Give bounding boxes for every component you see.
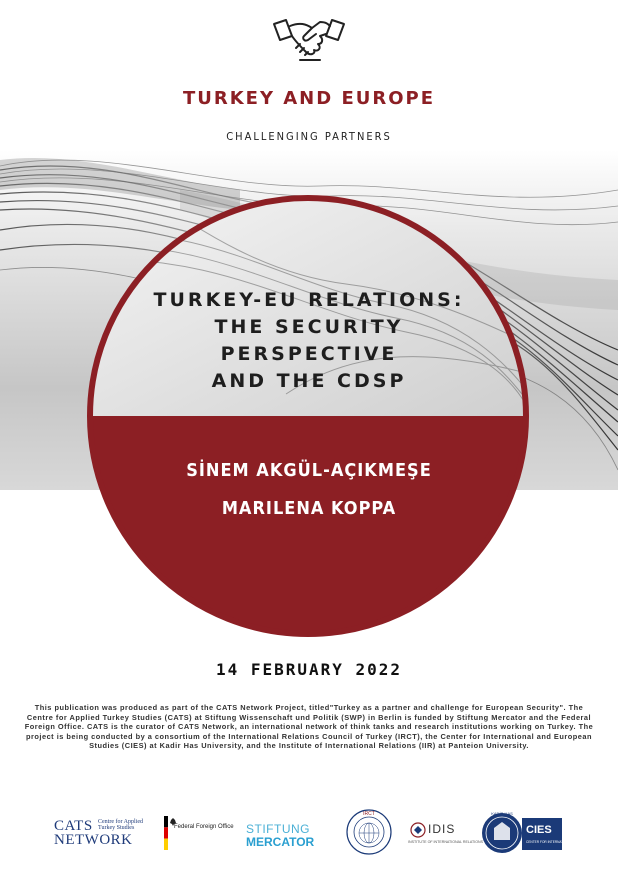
author-1: SİNEM AKGÜL-AÇIKMEŞE bbox=[186, 460, 432, 481]
idis-sub: INSTITUTE OF INTERNATIONAL RELATIONS bbox=[408, 840, 484, 844]
irct-logo[interactable] bbox=[346, 809, 392, 855]
cies-seal-text: KADİR HAS bbox=[491, 811, 513, 816]
cats-logo-text: CATS bbox=[54, 818, 93, 834]
kadir-has-seal-icon bbox=[480, 812, 524, 854]
cies-sub: CENTER FOR INTERNATIONAL AND EUROPEAN STUDIES bbox=[526, 840, 614, 844]
title-line-1: TURKEY-EU RELATIONS: bbox=[153, 289, 465, 311]
publication-note: This publication was produced as part of the CATS Network Project, titled"Turkey as a partner and challenge for European Security". The Centre for Applied Turkey Studies (CATS) at Stiftung Wissenschaft und Politik (SWP) in Berlin is funded by Stiftung Mercator and the Federal Foreign Office. CATS is the curator of CATS Network, an international network of think tanks and research institutions working on Turkey. The project is being conducted by a consortium of the International Relations Council of Turkey (IRCT), the Center for International and European Studies (CIES) at Kadir Has University, and the Institute of International Relations (IIR) at Panteion University. bbox=[24, 703, 594, 751]
ffo-label: Federal Foreign Office bbox=[174, 824, 234, 830]
cats-network-logo[interactable] bbox=[54, 818, 144, 852]
idis-mark-icon bbox=[410, 822, 426, 838]
cats-logo-network: NETWORK bbox=[54, 832, 133, 848]
german-flag-icon bbox=[164, 816, 168, 850]
authors bbox=[100, 452, 518, 528]
title-circle bbox=[86, 194, 530, 638]
publication-date: 14 FEBRUARY 2022 bbox=[215, 660, 403, 679]
cats-logo-sub: Centre for Applied Turkey Studies bbox=[98, 819, 143, 831]
idis-logo[interactable] bbox=[408, 822, 484, 850]
title-line-4: AND THE CDSP bbox=[211, 370, 407, 392]
stiftung-mercator-logo[interactable] bbox=[246, 822, 336, 852]
title-line-2: THE SECURITY bbox=[214, 316, 404, 338]
irct-label: IRCT bbox=[363, 811, 375, 817]
report-title bbox=[100, 287, 518, 395]
federal-foreign-office-logo[interactable] bbox=[164, 816, 244, 852]
partner-logos bbox=[0, 808, 618, 858]
author-2: MARILENA KOPPA bbox=[221, 498, 397, 519]
mercator-line-1: STIFTUNG bbox=[246, 822, 310, 836]
cies-label: CIES bbox=[526, 824, 552, 836]
cies-logo[interactable] bbox=[480, 811, 614, 854]
title-line-3: PERSPECTIVE bbox=[220, 343, 398, 365]
idis-label: IDIS bbox=[428, 822, 456, 836]
mercator-line-2: MERCATOR bbox=[246, 835, 315, 849]
series-subtitle: CHALLENGING PARTNERS bbox=[226, 130, 392, 143]
series-title: TURKEY AND EUROPE bbox=[182, 88, 436, 109]
handshake-icon bbox=[270, 14, 348, 66]
